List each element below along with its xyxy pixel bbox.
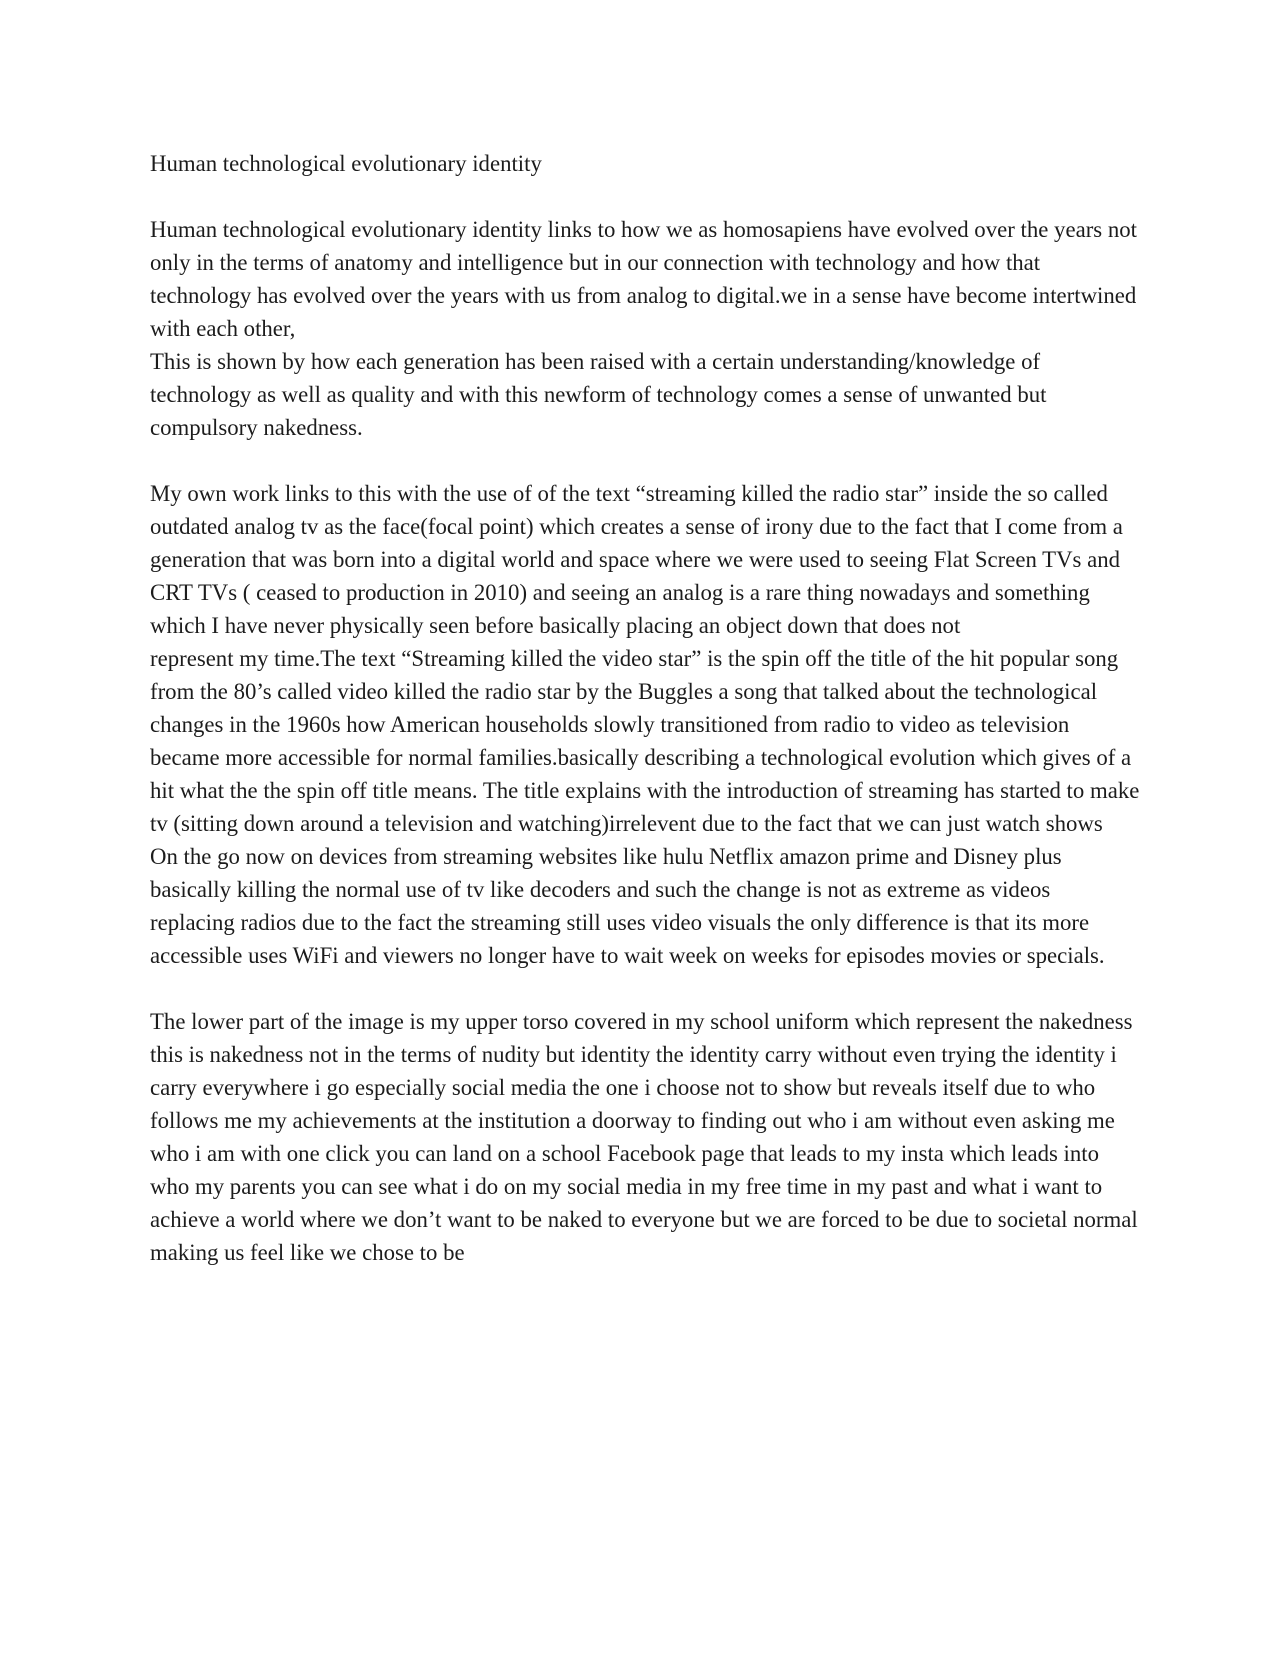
paragraph-on-the-go: On the go now on devices from streaming websites like hulu Netflix amazon prime and Disney plus basically killing the normal use of tv like decoders and such the change is not as extreme as videos replacing radios due to the fact the streaming still uses video visuals the only difference is that its more accessible uses WiFi and viewers no longer have to wait week on weeks for episodes movies or specials.	[150, 844, 1105, 968]
paragraph-generation: This is shown by how each generation has been raised with a certain understanding/knowledge of technology as well as quality and with this newform of technology comes a sense of unwanted but compulsory nakedness.	[150, 349, 1047, 440]
paragraph-lower-image: The lower part of the image is my upper torso covered in my school uniform which represent the nakedness this is nakedness not in the terms of nudity but identity the identity carry without even trying the identity i carry everywhere i go especially social media the one i choose not to show but reveals itself due to who follows me my achievements at the institution a doorway to finding out who i am without even asking me who i am with one click you can land on a school Facebook page that leads to my insta which leads into who my parents you can see what i do on my social media in my free time in my past and what i want to achieve a world where we don’t want to be naked to everyone but we are forced to be due to societal normal making us feel like we chose to be	[150, 1009, 1138, 1265]
document-title: Human technological evolutionary identity	[150, 151, 542, 176]
paragraph-intro: Human technological evolutionary identity links to how we as homosapiens have evolved over the years not only in the terms of anatomy and intelligence but in our connection with technology and how that technology has evolved over the years with us from analog to digital.we in a sense have become intertwined with each other,	[150, 217, 1137, 341]
paragraph-spacer	[150, 972, 1140, 1005]
document-body	[150, 147, 1140, 1269]
paragraph-spacer	[150, 444, 1140, 477]
paragraph-own-work: My own work links to this with the use of of the text “streaming killed the radio star” inside the so called outdated analog tv as the face(focal point) which creates a sense of irony due to the fact that I come from a generation that was born into a digital world and space where we were used to seeing Flat Screen TVs and CRT TVs ( ceased to production in 2010) and seeing an analog is a rare thing nowadays and something which I have never physically seen before basically placing an object down that does not	[150, 481, 1123, 638]
paragraph-streaming-title: represent my time.The text “Streaming killed the video star” is the spin off the title of the hit popular song from the 80’s called video killed the radio star by the Buggles a song that talked about the technological changes in the 1960s how American households slowly transitioned from radio to video as television became more accessible for normal families.basically describing a technological evolution which gives of a hit what the the spin off title means. The title explains with the introduction of streaming has started to make tv (sitting down around a television and watching)irrelevent due to the fact that we can just watch shows	[150, 646, 1140, 836]
